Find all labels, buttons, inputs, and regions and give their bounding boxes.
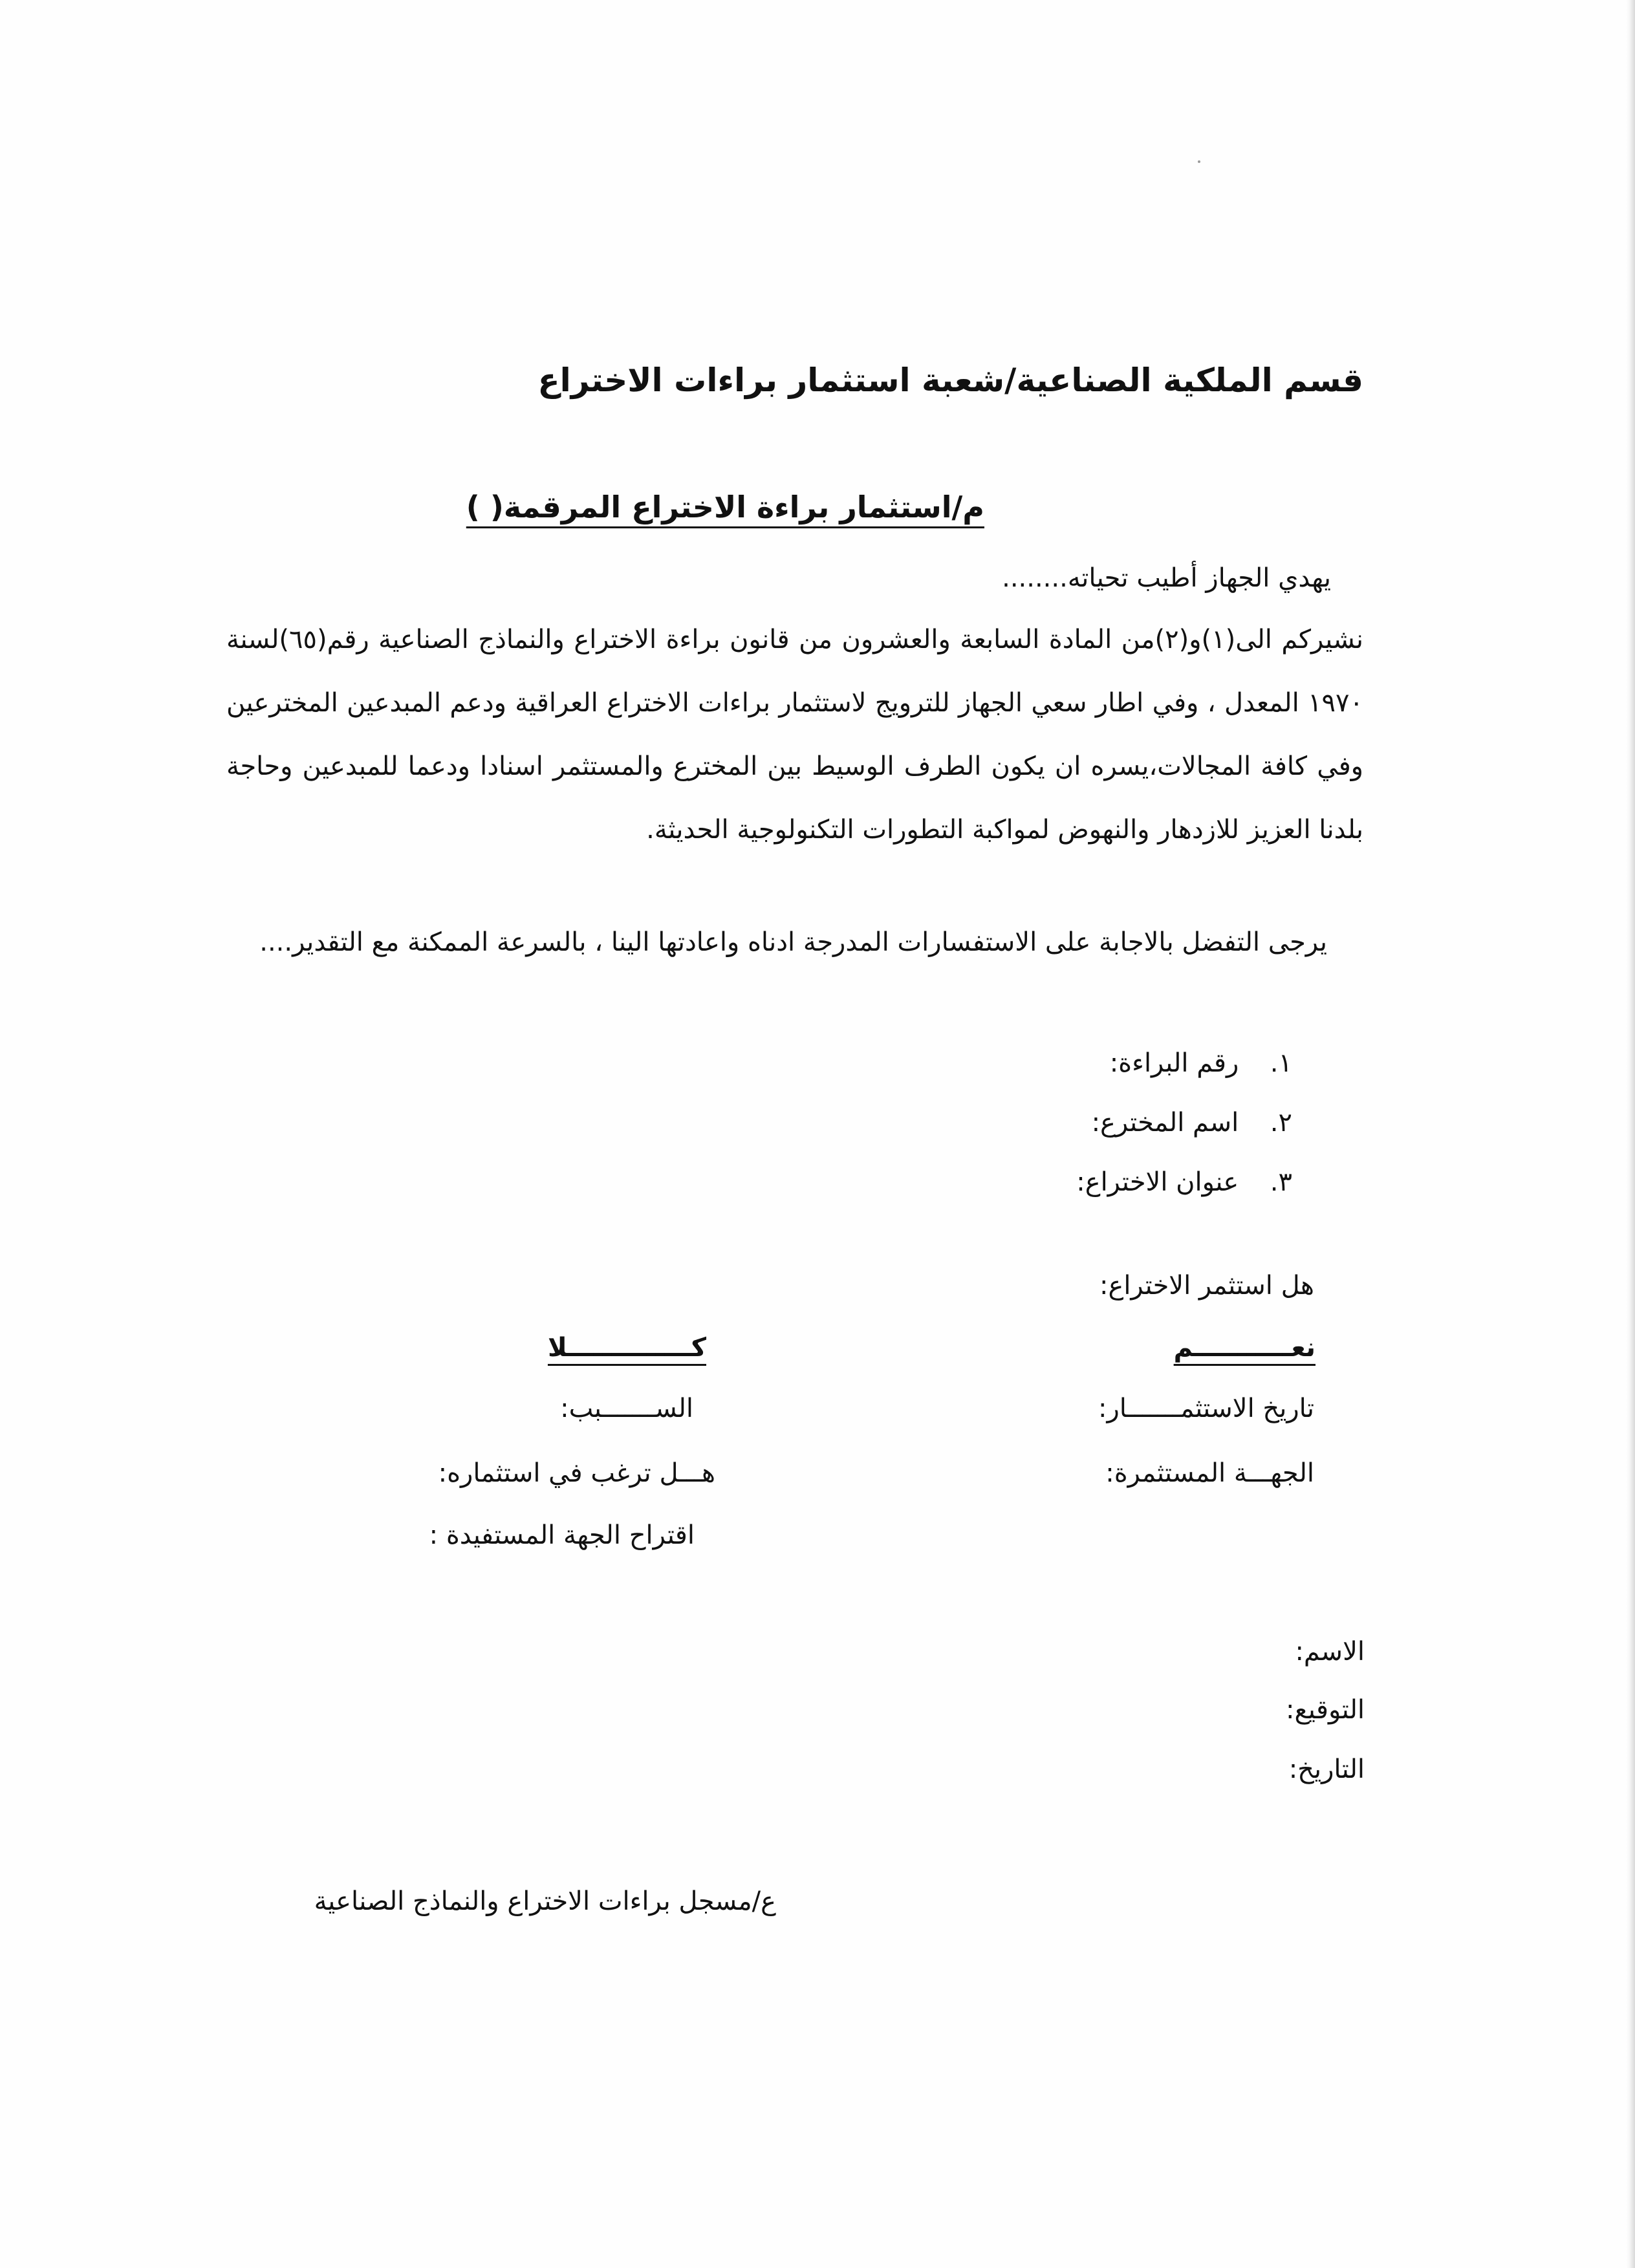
question-label: هل استثمر الاختراع:: [1099, 1271, 1314, 1301]
list-item-number: ٢.: [1270, 1108, 1292, 1138]
list-item-label: اسم المخترع:: [1091, 1108, 1239, 1138]
registrar-footer: ع/مسجل براءات الاختراع والنماذج الصناعية: [314, 1886, 776, 1916]
date-label: التاريخ:: [1288, 1755, 1365, 1784]
investing-party-label: الجهـــة المستثمرة:: [1105, 1458, 1314, 1488]
subject-line: م/استثمار براءة الاختراع المرقمة( ): [466, 490, 984, 524]
yes-heading: نعـــــــــــم: [1173, 1333, 1316, 1363]
name-label: الاسم:: [1295, 1637, 1365, 1667]
list-item-invention-title: [1076, 1164, 1292, 1200]
list-item-number: ١.: [1270, 1048, 1292, 1078]
request-paragraph-text: يرجى التفضل بالاجابة على الاستفسارات المدرجة ادناه واعادتها الينا ، بالسرعة الممكنة مع التقدير....: [259, 927, 1327, 957]
wish-to-invest-label: هـــل ترغب في استثماره:: [438, 1458, 715, 1488]
request-paragraph: [226, 911, 1363, 974]
signature-label: التوقيع:: [1286, 1695, 1365, 1725]
investment-date-label: تاريخ الاستثمـــــــار:: [1098, 1394, 1314, 1423]
list-item-patent-number: [1110, 1045, 1292, 1081]
list-item-number: ٣.: [1270, 1167, 1292, 1197]
beneficiary-suggestion-label: اقتراح الجهة المستفيدة :: [429, 1520, 695, 1550]
scan-edge-shadow: [1626, 0, 1635, 2268]
department-heading: قسم الملكية الصناعية/شعبة استثمار براءات الاختراع: [537, 362, 1363, 399]
greeting-line: يهدي الجهاز أطيب تحياته........: [1002, 563, 1331, 593]
body-paragraph: [226, 608, 1363, 861]
list-item-label: عنوان الاختراع:: [1076, 1167, 1239, 1197]
reason-label: الســـــــبب:: [560, 1394, 693, 1423]
list-item-label: رقم البراءة:: [1109, 1048, 1239, 1078]
no-heading: كــــــــــــــلا: [547, 1333, 706, 1363]
body-paragraph-text: نشيركم الى(١)و(٢)من المادة السابعة والعشرون من قانون براءة الاختراع والنماذج الصناعية رقم(٦٥)لسنة ١٩٧٠ المعدل ، وفي اطار سعي الجهاز للترويج لاستثمار براءات الاختراع العراقية ودعم المبدعين المخترعين وفي كافة المجالات،يسره ان يكون الطرف الوسيط بين المخترع والمستثمر اسنادا ودعما للمبدعين وحاجة بلدنا العزيز للازدهار والنهوض لمواكبة التطورات التكنولوجية الحديثة.: [226, 625, 1363, 845]
scan-speck: [1198, 160, 1200, 163]
list-item-inventor-name: [1092, 1105, 1292, 1141]
